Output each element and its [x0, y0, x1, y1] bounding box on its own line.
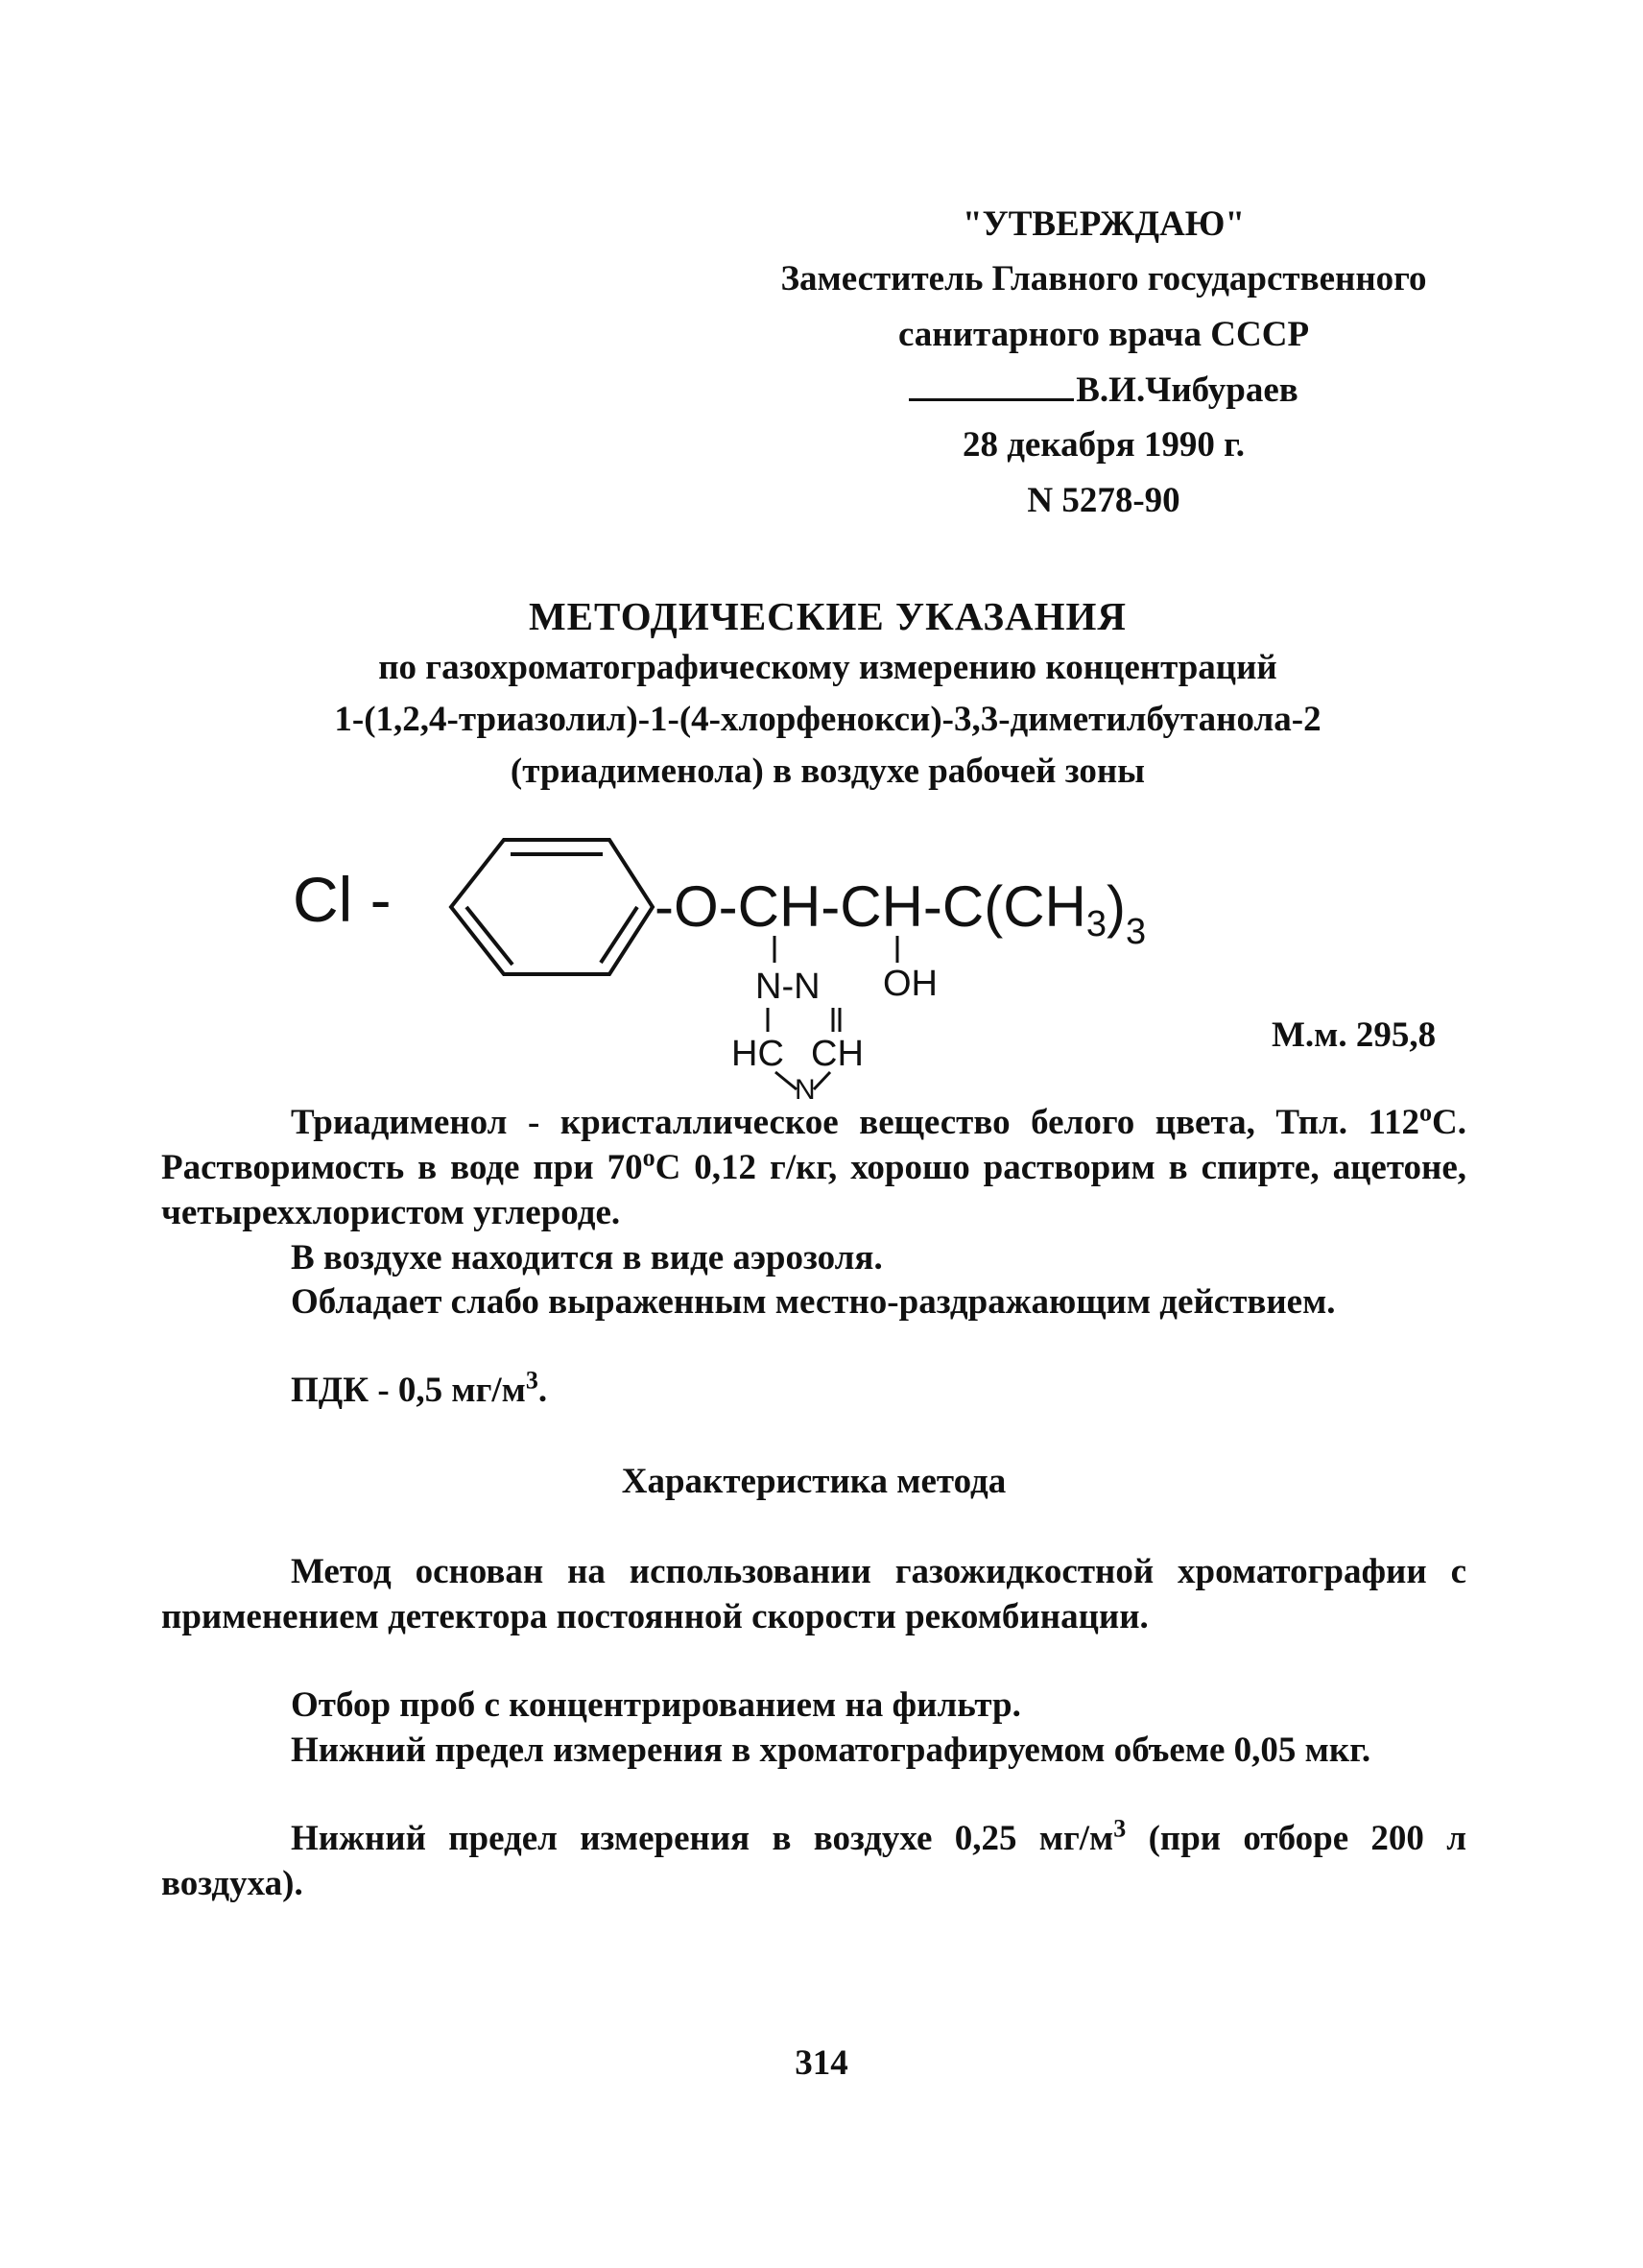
- lower-limit-volume-paragraph: Нижний предел измерения в хроматографируемом объеме 0,05 мкг.: [291, 1731, 1371, 1770]
- molecular-mass: М.м. 295,8: [1272, 1015, 1437, 1055]
- approval-number: N 5278-90: [1027, 481, 1180, 520]
- triazole-bond-bottom-right: [814, 1072, 830, 1089]
- properties-text-c: С 0,12 г/кг, хорошо растворим в спирте, ацетоне, четыреххлористом углероде.: [161, 1148, 1466, 1232]
- title-line2: 1-(1,2,4-триазолил)-1-(4-хлорфенокси)-3,3-диметилбутанола-2: [334, 700, 1322, 739]
- approval-signature: [672, 370, 1536, 411]
- lower-limit-air-text: Нижний предел измерения в воздухе 0,25 мг/м: [291, 1819, 1114, 1858]
- formula-chlorine: Cl -: [293, 864, 392, 935]
- benzene-ring: [451, 840, 653, 974]
- pdk-sup: 3: [525, 1366, 538, 1395]
- degree-sup-2: o: [642, 1143, 655, 1172]
- formula-oh: OH: [883, 964, 938, 1004]
- signature-line: [909, 398, 1074, 401]
- approval-position-line2: санитарного врача СССР: [897, 315, 1310, 354]
- approval-position-line1: Заместитель Главного государственного: [780, 259, 1427, 298]
- method-paragraph: Метод основан на использовании газожидкостной хроматографии с применением детектора постоянной скорости рекомбинации.: [161, 1552, 1466, 1636]
- structural-formula: [278, 811, 1200, 1099]
- formula-hc: HC: [731, 1034, 784, 1074]
- title-line3: (триадименола) в воздухе рабочей зоны: [510, 752, 1146, 791]
- sampling-paragraph: Отбор проб с концентрированием на фильтр.: [291, 1685, 1021, 1725]
- formula-chain: $-O-CH-CH-C(CH3)_3$: [655, 874, 1147, 952]
- formula-n-bottom: N: [795, 1074, 816, 1099]
- formula-n-n: N-N: [755, 967, 821, 1007]
- signer-name: В.И.Чибураев: [1076, 370, 1298, 410]
- properties-paragraph: [161, 1100, 1466, 1235]
- lower-limit-air-sup: 3: [1113, 1814, 1127, 1843]
- section-heading: Характеристика метода: [621, 1462, 1007, 1501]
- page-number: 314: [795, 2043, 848, 2083]
- formula-ch-ring: CH: [811, 1034, 864, 1074]
- pdk-text: ПДК - 0,5 мг/м: [291, 1371, 526, 1410]
- approval-stamp: "УТВЕРЖДАЮ": [963, 204, 1245, 244]
- lower-limit-air-paragraph: [161, 1816, 1466, 1906]
- pdk-paragraph: [161, 1368, 1466, 1413]
- irritation-paragraph: Обладает слабо выраженным местно-раздражающим действием.: [291, 1282, 1336, 1322]
- document-title: МЕТОДИЧЕСКИЕ УКАЗАНИЯ: [528, 594, 1128, 638]
- aerosol-paragraph: В воздухе находится в виде аэрозоля.: [291, 1238, 883, 1277]
- lower-limit-air-end: (при отборе 200 л воздуха).: [161, 1819, 1466, 1903]
- degree-sup-1: o: [1419, 1098, 1433, 1127]
- approval-date: 28 декабря 1990 г.: [962, 425, 1246, 465]
- properties-text-a: Триадименол - кристаллическое вещество белого цвета, Тпл. 112: [291, 1103, 1420, 1142]
- properties-text-b: С. Растворимость в воде при 70: [161, 1103, 1466, 1187]
- triazole-bond-bottom-left: [775, 1072, 797, 1089]
- title-line1: по газохроматографическому измерению концентраций: [378, 648, 1277, 687]
- pdk-end: .: [537, 1371, 548, 1410]
